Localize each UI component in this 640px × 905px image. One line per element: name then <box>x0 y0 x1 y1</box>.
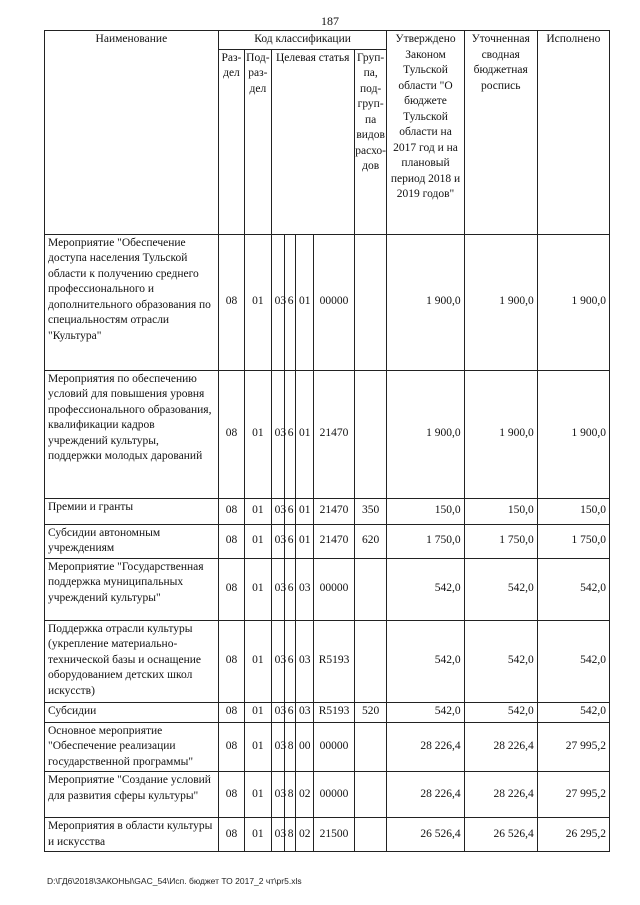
target-program-cell: 03 <box>271 234 284 370</box>
podrazdel-cell: 01 <box>245 772 271 818</box>
executed-amount: 1 900,0 <box>537 370 609 498</box>
target-direction-cell: R5193 <box>314 620 355 702</box>
approved-amount: 542,0 <box>387 620 464 702</box>
page-number: 187 <box>321 14 339 28</box>
target-event-cell: 02 <box>295 772 313 818</box>
table-row <box>45 558 610 620</box>
razdel-cell: 08 <box>218 772 244 818</box>
header-target: Целевая статья <box>271 49 354 234</box>
budget-table <box>44 30 610 852</box>
target-subprogram-cell: 8 <box>284 818 295 852</box>
header-executed: Исполнено <box>537 31 609 235</box>
table-row <box>45 524 610 558</box>
target-program-cell: 03 <box>271 722 284 772</box>
target-event-cell: 01 <box>295 524 313 558</box>
target-direction-cell: 00000 <box>314 234 355 370</box>
refined-amount: 150,0 <box>464 498 537 524</box>
target-program-cell: 03 <box>271 370 284 498</box>
approved-amount: 28 226,4 <box>387 722 464 772</box>
table-row <box>45 234 610 370</box>
refined-amount: 28 226,4 <box>464 722 537 772</box>
target-subprogram-cell: 6 <box>284 620 295 702</box>
target-event-cell: 03 <box>295 620 313 702</box>
target-event-cell: 03 <box>295 558 313 620</box>
header-group: Груп-па, под-груп-па видов расхо-дов <box>354 49 387 234</box>
target-program-cell: 03 <box>271 558 284 620</box>
file-path-footer: D:\ГД6\2018\ЗАКОНЫ\GAC_54\Исп. бюджет ТО 2017_2 чт\pr5.xls <box>47 876 302 886</box>
approved-amount: 1 750,0 <box>387 524 464 558</box>
executed-amount: 542,0 <box>537 620 609 702</box>
refined-amount: 542,0 <box>464 702 537 722</box>
target-subprogram-cell: 6 <box>284 370 295 498</box>
table-row <box>45 818 610 852</box>
expense-group-cell <box>354 370 387 498</box>
executed-amount: 1 900,0 <box>537 234 609 370</box>
target-subprogram-cell: 8 <box>284 772 295 818</box>
table-row <box>45 370 610 498</box>
razdel-cell: 08 <box>218 722 244 772</box>
refined-amount: 542,0 <box>464 558 537 620</box>
target-direction-cell: 00000 <box>314 772 355 818</box>
expense-group-cell <box>354 558 387 620</box>
podrazdel-cell: 01 <box>245 524 271 558</box>
target-event-cell: 01 <box>295 498 313 524</box>
table-body <box>45 234 610 852</box>
target-direction-cell: 21470 <box>314 370 355 498</box>
executed-amount: 542,0 <box>537 702 609 722</box>
row-name: Субсидии автономным учреждениям <box>45 524 219 558</box>
table-row <box>45 772 610 818</box>
razdel-cell: 08 <box>218 620 244 702</box>
executed-amount: 1 750,0 <box>537 524 609 558</box>
podrazdel-cell: 01 <box>245 702 271 722</box>
row-name: Мероприятия по обеспечению условий для повышения уровня профессионального образования, квалификации кадров учреждений культуры, поддержки молодых дарований <box>45 370 219 498</box>
executed-amount: 150,0 <box>537 498 609 524</box>
row-name: Мероприятие "Обеспечение доступа населения Тульской области к получению среднего профессионального и дополнительного образования по специальностям отрасли "Культура" <box>45 234 219 370</box>
approved-amount: 1 900,0 <box>387 234 464 370</box>
header-podrazdel: Под-раз-дел <box>245 49 271 234</box>
target-event-cell: 01 <box>295 234 313 370</box>
target-direction-cell: 00000 <box>314 558 355 620</box>
expense-group-cell <box>354 722 387 772</box>
header-approved: Утверждено Законом Тульской области "О бюджете Тульской области на 2017 год и на плановый период 2018 и 2019 годов" <box>387 31 464 235</box>
target-program-cell: 03 <box>271 498 284 524</box>
target-program-cell: 03 <box>271 702 284 722</box>
target-subprogram-cell: 6 <box>284 524 295 558</box>
refined-amount: 1 750,0 <box>464 524 537 558</box>
target-direction-cell: 21500 <box>314 818 355 852</box>
row-name: Поддержка отрасли культуры (укрепление материально-технической базы и оснащение оборудованием детских школ искусств) <box>45 620 219 702</box>
header-refined: Уточненная сводная бюджетная роспись <box>464 31 537 235</box>
row-name: Премии и гранты <box>45 498 219 524</box>
podrazdel-cell: 01 <box>245 558 271 620</box>
target-direction-cell: R5193 <box>314 702 355 722</box>
header-name: Наименование <box>45 31 219 235</box>
podrazdel-cell: 01 <box>245 498 271 524</box>
target-subprogram-cell: 6 <box>284 498 295 524</box>
expense-group-cell <box>354 818 387 852</box>
expense-group-cell: 350 <box>354 498 387 524</box>
table-header <box>45 31 610 235</box>
expense-group-cell <box>354 772 387 818</box>
row-name: Мероприятие "Создание условий для развития сферы культуры" <box>45 772 219 818</box>
executed-amount: 27 995,2 <box>537 722 609 772</box>
expense-group-cell: 620 <box>354 524 387 558</box>
razdel-cell: 08 <box>218 370 244 498</box>
podrazdel-cell: 01 <box>245 722 271 772</box>
target-event-cell: 03 <box>295 702 313 722</box>
refined-amount: 26 526,4 <box>464 818 537 852</box>
podrazdel-cell: 01 <box>245 234 271 370</box>
table-row <box>45 620 610 702</box>
razdel-cell: 08 <box>218 234 244 370</box>
target-direction-cell: 21470 <box>314 524 355 558</box>
target-event-cell: 01 <box>295 370 313 498</box>
target-event-cell: 00 <box>295 722 313 772</box>
razdel-cell: 08 <box>218 558 244 620</box>
target-subprogram-cell: 6 <box>284 234 295 370</box>
podrazdel-cell: 01 <box>245 620 271 702</box>
target-event-cell: 02 <box>295 818 313 852</box>
approved-amount: 1 900,0 <box>387 370 464 498</box>
executed-amount: 27 995,2 <box>537 772 609 818</box>
row-name: Мероприятия в области культуры и искусства <box>45 818 219 852</box>
approved-amount: 26 526,4 <box>387 818 464 852</box>
approved-amount: 150,0 <box>387 498 464 524</box>
target-subprogram-cell: 6 <box>284 702 295 722</box>
target-program-cell: 03 <box>271 818 284 852</box>
refined-amount: 1 900,0 <box>464 370 537 498</box>
target-subprogram-cell: 6 <box>284 558 295 620</box>
refined-amount: 542,0 <box>464 620 537 702</box>
podrazdel-cell: 01 <box>245 370 271 498</box>
approved-amount: 28 226,4 <box>387 772 464 818</box>
refined-amount: 1 900,0 <box>464 234 537 370</box>
row-name: Субсидии <box>45 702 219 722</box>
podrazdel-cell: 01 <box>245 818 271 852</box>
expense-group-cell <box>354 620 387 702</box>
target-direction-cell: 00000 <box>314 722 355 772</box>
row-name: Основное мероприятие "Обеспечение реализации государственной программы" <box>45 722 219 772</box>
expense-group-cell <box>354 234 387 370</box>
refined-amount: 28 226,4 <box>464 772 537 818</box>
header-code-group: Код классификации <box>218 31 387 50</box>
approved-amount: 542,0 <box>387 558 464 620</box>
expense-group-cell: 520 <box>354 702 387 722</box>
approved-amount: 542,0 <box>387 702 464 722</box>
target-program-cell: 03 <box>271 772 284 818</box>
table-row <box>45 498 610 524</box>
table-row <box>45 702 610 722</box>
target-direction-cell: 21470 <box>314 498 355 524</box>
razdel-cell: 08 <box>218 524 244 558</box>
target-program-cell: 03 <box>271 620 284 702</box>
header-razdel: Раз-дел <box>218 49 244 234</box>
razdel-cell: 08 <box>218 702 244 722</box>
executed-amount: 26 295,2 <box>537 818 609 852</box>
executed-amount: 542,0 <box>537 558 609 620</box>
row-name: Мероприятие "Государственная поддержка муниципальных учреждений культуры" <box>45 558 219 620</box>
razdel-cell: 08 <box>218 818 244 852</box>
razdel-cell: 08 <box>218 498 244 524</box>
table-row <box>45 722 610 772</box>
target-subprogram-cell: 8 <box>284 722 295 772</box>
target-program-cell: 03 <box>271 524 284 558</box>
